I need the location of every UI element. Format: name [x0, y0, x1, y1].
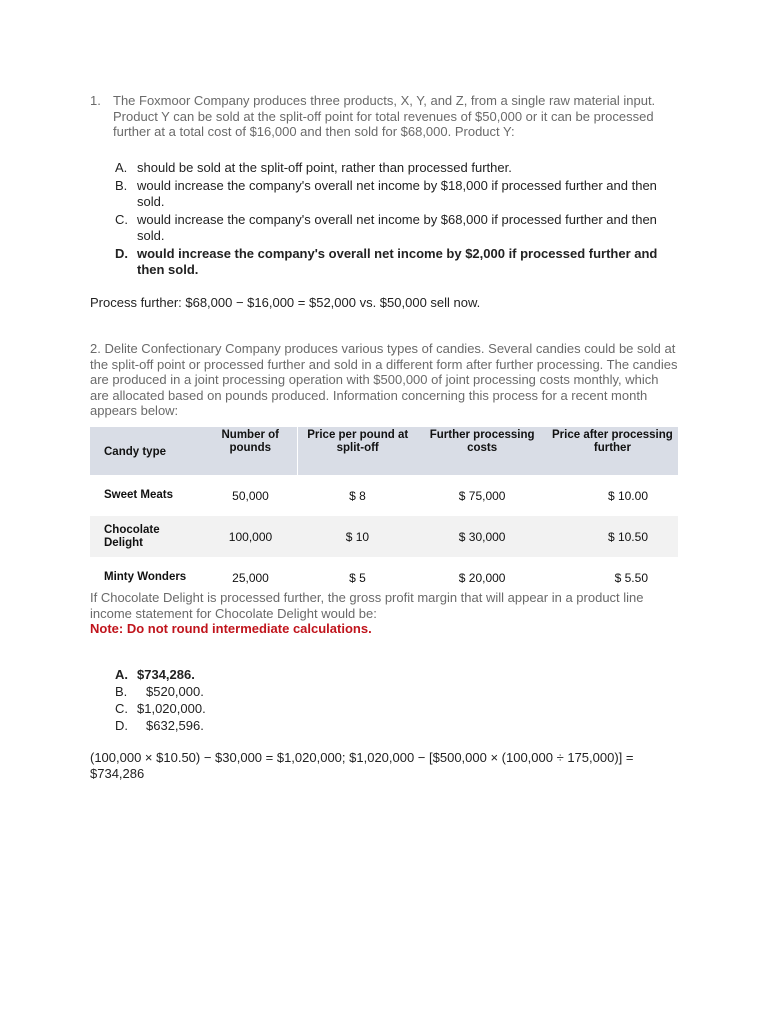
cell-price-split-off: $ 10 — [297, 516, 417, 557]
choice-text: would increase the company's overall net income by $18,000 if processed further and then sold. — [137, 178, 657, 209]
choice-c — [115, 212, 680, 244]
choice-text: $632,596. — [146, 718, 204, 733]
choice-letter: A. — [115, 160, 128, 175]
question-2-stem: 2. Delite Confectionary Company produces various types of candies. Several candies could be sold at the split-off point or processed further and sold in a different form after further processing. The candies are produced in a joint processing operation with $500,000 of joint processing costs monthly, which are allocated based on pounds produced. Information concerning this process for a recent month appears below: — [90, 341, 678, 418]
cell-candy-type: Minty Wonders — [104, 571, 187, 583]
header-price-split-off: Price per pound at split-off — [297, 427, 417, 475]
choice-d — [115, 717, 206, 734]
choice-text: should be sold at the split-off point, rather than processed further. — [137, 160, 512, 175]
choice-text: $1,020,000. — [137, 701, 206, 716]
question-1-stem: The Foxmoor Company produces three products, X, Y, and Z, from a single raw material input. Product Y can be sold at the split-off point for total revenues of $50,000 or it can be processed further at a total cost of $16,000 and then sold for $68,000. Product Y: — [113, 93, 656, 139]
choice-b — [115, 683, 206, 700]
header-candy-type: Candy type — [90, 427, 204, 475]
header-further-costs: Further processing costs — [417, 427, 546, 475]
choice-letter: D. — [115, 718, 128, 733]
choice-a — [115, 160, 680, 176]
table-header-row — [90, 427, 678, 475]
question-2-note: Note: Do not round intermediate calculations. — [90, 621, 372, 636]
choice-c — [115, 700, 206, 717]
cell-pounds: 25,000 — [232, 570, 269, 585]
question-2-explanation: (100,000 × $10.50) − $30,000 = $1,020,000; $1,020,000 − [$500,000 × (100,000 ÷ 175,000)] = $734,286 — [90, 750, 634, 781]
choice-letter: B. — [115, 178, 128, 193]
choice-letter: C. — [115, 212, 128, 227]
candy-table — [90, 427, 678, 598]
cell-candy-type: Sweet Meats — [104, 489, 174, 501]
cell-further-costs: $ 30,000 — [417, 516, 546, 557]
choice-letter: C. — [115, 701, 128, 716]
question-1-number: 1. — [90, 93, 101, 108]
question-1-explanation: Process further: $68,000 − $16,000 = $52,000 vs. $50,000 sell now. — [90, 295, 481, 310]
cell-further-costs: $ 75,000 — [458, 488, 506, 503]
choice-b — [115, 178, 680, 210]
cell-price-after: $ 10.00 — [607, 488, 648, 503]
question-2-question: If Chocolate Delight is processed further, the gross profit margin that will appear in a product line income statement for Chocolate Delight would be: — [90, 590, 644, 621]
cell-further-costs: $ 20,000 — [458, 570, 506, 585]
cell-price-split-off: $ 5 — [349, 570, 366, 585]
choice-text: would increase the company's overall net income by $68,000 if processed further and then sold. — [137, 212, 657, 243]
cell-candy-type: Chocolate Delight — [90, 516, 204, 557]
choice-text: $734,286. — [137, 667, 195, 682]
question-1-choices — [115, 160, 680, 280]
choice-text: $520,000. — [146, 684, 204, 699]
choice-a-correct — [115, 666, 206, 683]
choice-letter: D. — [115, 246, 128, 261]
header-number-of-pounds: Number of pounds — [204, 427, 298, 475]
cell-pounds: 100,000 — [204, 516, 298, 557]
cell-price-after: $ 5.50 — [614, 570, 648, 585]
table-row — [90, 475, 678, 516]
choice-d-correct — [115, 246, 680, 278]
table-row — [90, 516, 678, 557]
choice-text: would increase the company's overall net income by $2,000 if processed further and then sold. — [137, 246, 658, 277]
cell-price-split-off: $ 8 — [349, 488, 366, 503]
question-2-choices — [115, 666, 206, 734]
header-price-after: Price after processing further — [547, 427, 678, 475]
cell-price-after: $ 10.50 — [547, 516, 678, 557]
question-1 — [90, 93, 680, 140]
choice-letter: A. — [115, 667, 128, 682]
cell-pounds: 50,000 — [232, 488, 269, 503]
choice-letter: B. — [115, 684, 128, 699]
